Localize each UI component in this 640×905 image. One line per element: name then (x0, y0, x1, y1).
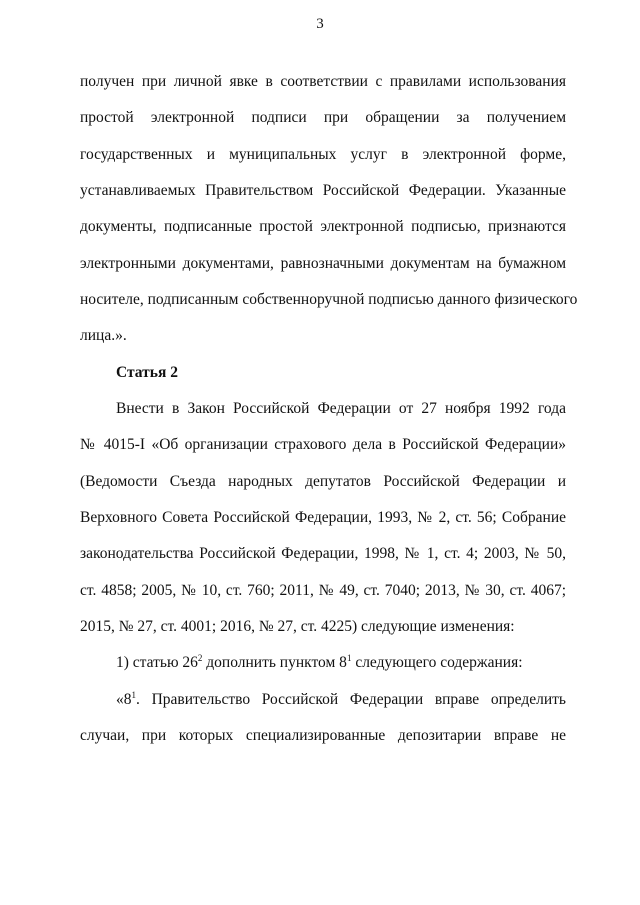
superscript: 1 (131, 690, 136, 700)
item-text: 1) статью 26 (116, 654, 198, 671)
text-line: носителе, подписанным собственноручной подписью данного физического (80, 291, 578, 308)
text-line: получен при личной явке в соответствии с правилами использования (80, 73, 566, 90)
text-line: законодательства Российской Федерации, 1998, № 1, ст. 4; 2003, № 50, (80, 545, 566, 562)
item-text: следующего содержания: (351, 654, 523, 671)
text-line: лица.». (80, 327, 127, 344)
text-line: Верховного Совета Российской Федерации, 1993, № 2, ст. 56; Собрание (80, 509, 566, 526)
text-line: ст. 4858; 2005, № 10, ст. 760; 2011, № 49, ст. 7040; 2013, № 30, ст. 4067; (80, 582, 566, 599)
text-line: простой электронной подписи при обращении за получением (80, 109, 566, 126)
list-item (116, 653, 523, 673)
text-line: государственных и муниципальных услуг в электронной форме, (80, 146, 566, 163)
item-text: дополнить пунктом 8 (202, 654, 347, 671)
quote-text: «8 (116, 691, 132, 708)
text-line: № 4015-I «Об организации страхового дела в Российской Федерации» (80, 436, 566, 453)
text-line: устанавливаемых Правительством Российской Федерации. Указанные (80, 182, 566, 199)
quote-line (116, 690, 566, 710)
text-line: Внести в Закон Российской Федерации от 27 ноября 1992 года (116, 400, 566, 417)
text-line: случаи, при которых специализированные депозитарии вправе не (80, 727, 566, 744)
text-line: 2015, № 27, ст. 4001; 2016, № 27, ст. 4225) следующие изменения: (80, 618, 515, 635)
superscript: 2 (197, 653, 203, 663)
superscript: 1 (346, 653, 352, 663)
article-heading: Статья 2 (116, 364, 178, 381)
page-number: 3 (316, 16, 324, 32)
text-line: электронными документами, равнозначными документам на бумажном (80, 255, 566, 272)
quote-text: . Правительство Российской Федерации вправе определить (136, 691, 566, 708)
text-line: документы, подписанные простой электронной подписью, признаются (80, 218, 566, 235)
text-line: (Ведомости Съезда народных депутатов Российской Федерации и (80, 473, 566, 490)
